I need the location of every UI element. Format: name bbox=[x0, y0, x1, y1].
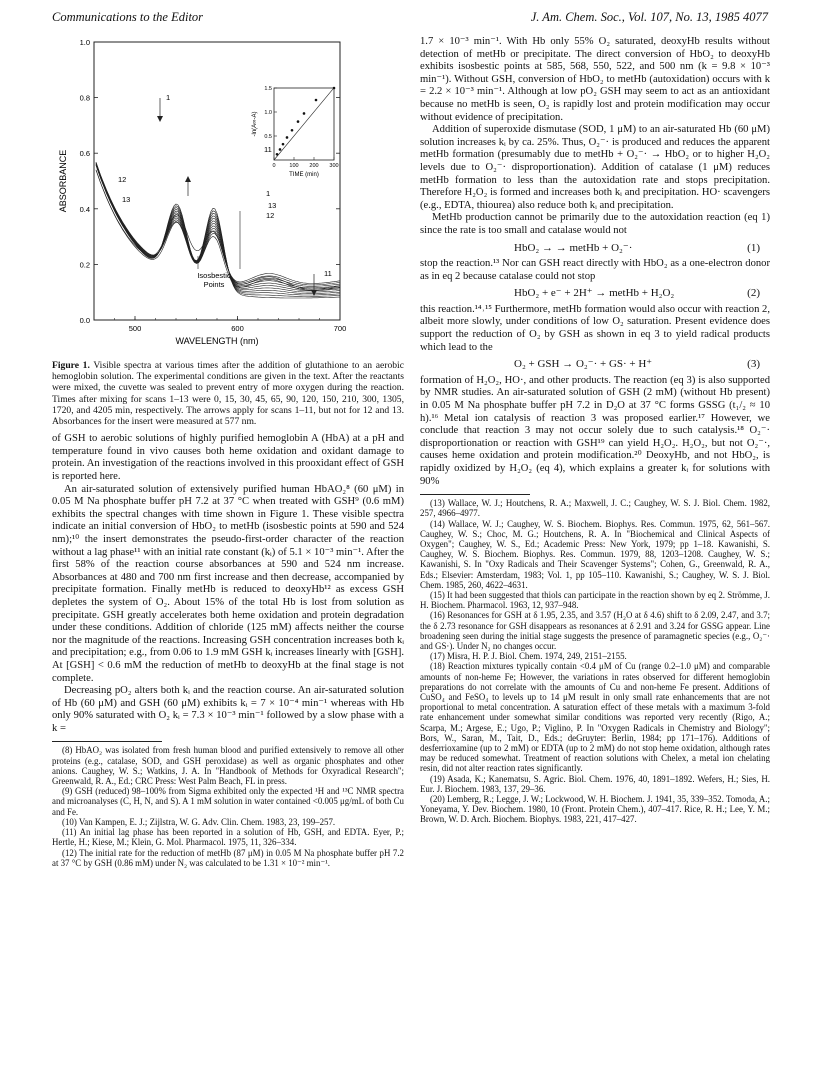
inset-point bbox=[279, 148, 282, 151]
curve-label-13b: 13 bbox=[268, 201, 277, 210]
x-axis-label: WAVELENGTH (nm) bbox=[175, 336, 259, 346]
footnotes-right bbox=[420, 498, 770, 825]
equation-text: O₂ + GSH → O₂⁻· + GS· + H⁺ bbox=[514, 358, 653, 371]
inset-y-tick-label: 1.0 bbox=[264, 110, 272, 116]
caption-text: Visible spectra at various times after the addition of glutathione to an aerobic hemoglobin solution. The experimental conditions are given in the text. After the reactants were mixed, the cuvette was sealed to prevent entry of more oxygen during the reaction. Times after mixing for scans 1–13 were 0, 15, 30, 45, 65, 90, 120, 150, 210, 300, 1305, 1720, and 4205 min, respectively. The arrows apply for scans 1–11, but not for 12 and 13. Absorbances for the insert were measured at 577 nm. bbox=[52, 360, 404, 428]
body-paragraph: An air-saturated solution of extensively purified human HbAO₂⁸ (60 μM) in 0.05 M Na phosphate buffer pH 7.2 at 37 °C when treated with GSH⁹ (0.6 mM) exhibits the spectral changes with time shown in Figure 1. These visible spectra indicate an initial conversion of HbO₂ to metHb (isosbestic points at 590 and 524 nm);¹⁰ the insert demonstrates the pseudo-first-order character of the reaction without a lag phase¹¹ with an initial rate constant (kᵢ) of 5.1 × 10⁻³ min⁻¹. After the first 58% of the reaction course absorbances at 590 and 524 nm increase. Absorbances at 480 and 700 nm first increase and then decrease, accompanied by precipitate formation. Finally metHb is reduced to deoxyHb¹² as excess GSH depletes the system of O₂. About 15% of the total Hb is lost from solution as precipitate. GSH greatly accelerates both heme oxidation and protein degradation under these conditions. Addition of chloride (125 mM) affects neither the course nor the magnitude of the reactions. Increasing GSH concentration increases both kᵢ and precipitation; e.g., from 0.06 to 1.9 mM GSH kᵢ increases linearly with [GSH]. At [GSH] < 0.6 mM the reduction of metHb to deoxyHb at the final stage is not complete. bbox=[52, 483, 404, 684]
footnote: (14) Wallace, W. J.; Caughey, W. S. Biochem. Biophys. Res. Commun. 1975, 62, 561–567. Caughey, W. S.; Choc, M. G.; Houtchens, R. A. In "Biochemical and Clinical Aspects of Oxygen"; Caughey, W. S., Ed.; Academic Press: New York, 1979; pp 1–18. Kawanishi, S. Caughey, W. S. Biochem. Biophys. Res. Commun. 1979, 88, 1203–1208. Caughey, W. S.; Kawanishi, S. In "Oxy Radicals and Their Scavenger Systems"; Cohen, G., Greenwald, R. A., Eds.; Elsevier: Amsterdam, 1983; Vol. 1, pp 105–110. Kawanishi, S.; Caughey, W. S. J. Biol. Chem. 1985, 260, 4622–4631. bbox=[420, 518, 770, 590]
footnote: (8) HbAO₂ was isolated from fresh human blood and purified extensively to remove all other proteins (e.g., catalase, SOD, and GSH peroxidase) as well as organic phosphates and other anions. Caughey, W. S.; Watkins, J. A. In "Handbook of Methods for Oxyradical Research"; Greenwald, R. A., Ed.; CRC Press: West Palm Beach, FL in press. bbox=[52, 745, 404, 787]
curve-label-13a: 13 bbox=[122, 195, 131, 204]
y-tick-label: 0.4 bbox=[79, 204, 90, 214]
body-paragraph: 1.7 × 10⁻³ min⁻¹. With Hb only 55% O₂ saturated, deoxyHb results without detection of metHb or precipitate. The direct conversion of HbO₂ to deoxyHb exhibits isosbestic points at 585, 568, 550, 522, and 500 nm (k = 9.8 × 10⁻³ min⁻¹). Without GSH, conversion of HbO₂ to metHb (autoxidation) occurs with k = 2.2 × 10⁻³ min⁻¹. Although at low pO₂ GSH may seem to act as an antioxidant because no metHb is seen, O₂ is rapidly lost and protein modification may occur without evidence of precipitation. bbox=[420, 36, 770, 123]
inset-x-tick-label: 100 bbox=[289, 163, 299, 169]
inset-x-tick-label: 300 bbox=[329, 163, 339, 169]
curve-label-11a: 11 bbox=[264, 145, 272, 154]
inset-point bbox=[276, 153, 279, 156]
x-axis-ticks bbox=[115, 316, 347, 333]
footnote: (17) Misra, H. P. J. Biol. Chem. 1974, 249, 2151–2155. bbox=[430, 651, 627, 662]
footnote-divider bbox=[52, 741, 162, 742]
y-tick-label: 0.8 bbox=[79, 93, 90, 103]
inset-point bbox=[333, 87, 336, 90]
inset-point bbox=[297, 120, 300, 123]
inset-x-tick-label: 0 bbox=[272, 163, 276, 169]
caption-label: Figure 1. bbox=[52, 360, 90, 371]
body-paragraph: this reaction.¹⁴˒¹⁵ Furthermore, metHb formation would also occur with reaction 2, albeit more slowly, under conditions of low O₂ saturation. Present evidence does support the reduction of O₂ by GSH as shown in eq 3 to yield radical products which lead to the bbox=[420, 303, 770, 353]
inset-y-tick-label: 1.5 bbox=[264, 86, 272, 92]
body-paragraph: Addition of superoxide dismutase (SOD, 1 μM) to an air-saturated Hb (60 μM) solution increases kᵢ by ca. 25%. Thus, O₂⁻· is produced and reduces the apparent metHb formation (presumably due to metHb + O₂⁻· → HbO₂ or to higher H₂O₂ levels due to O₂⁻· disproportionation). Addition of catalase (1 μM) reduces metHb formation to less than the autoxidation rate and stops precipitation. Therefore H₂O₂ is formed and increases both kᵢ and precipitation. HO· scavengers (e.g., EDTA, thiourea) also reduce both kᵢ and precipitation. bbox=[420, 124, 770, 211]
isosbestic-label-2: Points bbox=[203, 280, 225, 289]
footnote-divider bbox=[420, 494, 530, 495]
y-tick-label: 1.0 bbox=[79, 38, 90, 47]
footnote: (10) Van Kampen, E. J.; Zijlstra, W. G. Adv. Clin. Chem. 1983, 23, 199–257. bbox=[62, 816, 336, 827]
equation-3 bbox=[420, 358, 770, 371]
equation-text: HbO₂ → → metHb + O₂⁻· bbox=[514, 241, 633, 254]
inset-y-label: -ln(A∞-A) bbox=[252, 111, 258, 137]
y-tick-label: 0.6 bbox=[79, 149, 90, 159]
body-paragraph: MetHb production cannot be primarily due to the autoxidation reaction (eq 1) since the rate is too small and catalase would not bbox=[420, 212, 770, 236]
curve-label-1b: 1 bbox=[266, 189, 271, 198]
footnote: (13) Wallace, W. J.; Houtchens, R. A.; Maxwell, J. C.; Caughey, W. S. J. Biol. Chem. 1982, 257, 4966–4977. bbox=[420, 498, 770, 519]
equation-2 bbox=[420, 287, 770, 300]
inset-point bbox=[315, 99, 318, 102]
figure-1 bbox=[52, 36, 404, 358]
curve-label-12a: 12 bbox=[118, 175, 127, 184]
body-paragraph: formation of H₂O₂, HO·, and other products. The reaction (eq 3) is also supported by NMR studies. An air-saturated solution of GSH (2 mM) (without Hb present) in 0.05 M Na phosphate buffer pH 7.2 in D₂O at 37 °C forms GSSG (t₁/₂ ≈ 10 h).¹⁶ Metal ion catalysis of reaction 3 was proposed earlier.¹⁷ However, we conclude that reaction 3 may not occur solely due to such catalysis.¹⁸ O₂⁻· disproportionation or reaction with GSH¹⁹ can yield H₂O₂. H₂O₂, but not O₂⁻·, causes heme oxidation and protein modification.²⁰ DeoxyHb, and not HbO₂, is rapidly oxidized by H₂O₂ (eq 4), which explains a greater kᵢ for solutions with 90% bbox=[420, 374, 770, 487]
inset-point bbox=[282, 143, 285, 146]
footnote: (20) Lemberg, R.; Legge, J. W.; Lockwood, W. H. Biochem. J. 1941, 35, 339–352. Tomoda, A.; Yoneyama, Y. Dev. Biochem. 1980, 10 (Front. Protein Chem.), 407–417. Rice, R. H.; Lee, Y. M.; Brown, W. D. Arch. Biochem. Biophys. 1983, 221, 417–427. bbox=[420, 794, 770, 825]
running-header-right: J. Am. Chem. Soc., Vol. 107, No. 13, 1985 4077 bbox=[530, 10, 768, 24]
x-tick-label: 700 bbox=[333, 324, 347, 333]
equation-1 bbox=[420, 242, 770, 255]
equation-number: (3) bbox=[747, 358, 760, 371]
left-column bbox=[52, 36, 404, 868]
equation-number: (2) bbox=[747, 287, 760, 300]
footnotes-left bbox=[52, 745, 404, 867]
inset-point bbox=[286, 136, 289, 139]
right-column bbox=[420, 36, 770, 825]
kinetics-inset bbox=[252, 86, 339, 178]
running-header-left: Communications to the Editor bbox=[52, 10, 204, 24]
footnote: (12) The initial rate for the reduction of metHb (87 μM) in 0.05 M Na phosphate buffer pH 7.2 at 37 °C by GSH (0.86 mM) under N₂ was calculated to be 1.31 × 10⁻² min⁻¹. bbox=[52, 847, 404, 868]
curve-label-11b: 11 bbox=[324, 269, 332, 278]
x-tick-label: 600 bbox=[231, 324, 244, 333]
curve-label-12b: 12 bbox=[266, 211, 275, 220]
y-tick-label: 0.0 bbox=[79, 316, 90, 325]
curve-label-1a: 1 bbox=[166, 93, 171, 102]
y-axis-label: ABSORBANCE bbox=[58, 149, 68, 213]
inset-point bbox=[303, 112, 306, 115]
body-paragraph: Decreasing pO₂ alters both kᵢ and the reaction course. An air-saturated solution of Hb (60 μM) and GSH (60 μM) exhibits kᵢ = 7 × 10⁻⁴ min⁻¹ whereas with Hb only 90% saturated with O₂ kᵢ = 7.3 × 10⁻³ min⁻¹ followed by a slow phase with a k = bbox=[52, 685, 404, 734]
body-paragraph: stop the reaction.¹³ Nor can GSH react directly with HbO₂ as a one-electron donor as in eq 2 because catalase could not stop bbox=[420, 258, 770, 282]
body-paragraph: of GSH to aerobic solutions of highly purified hemoglobin A (HbA) at a pH and temperature found in vivo causes both heme oxidation and oxidant damage to protein. An investigation of the reactions involved in this prooxidant effect of GSH is reported here. bbox=[52, 433, 404, 482]
inset-x-tick-label: 200 bbox=[309, 163, 319, 169]
inset-point bbox=[291, 129, 294, 132]
spectra-chart bbox=[52, 36, 404, 358]
x-tick-label: 500 bbox=[128, 324, 142, 333]
figure-caption bbox=[52, 360, 404, 427]
footnote: (15) It had been suggested that thiols can participate in the reaction shown by eq 2. Strömme, J. H. Biochem. Pharmacol. 1963, 12, 937–948. bbox=[420, 590, 770, 611]
y-tick-label: 0.2 bbox=[79, 260, 90, 270]
footnote: (11) An initial lag phase has been reported in a solution of Hb, GSH, and EDTA. Eyer, P.; Hertle, H.; Kiese, M.; Klein, G. Mol. Pharmacol. 1975, 11, 326–334. bbox=[52, 827, 404, 848]
inset-y-tick-label: 0.5 bbox=[264, 134, 272, 140]
equation-number: (1) bbox=[747, 241, 760, 254]
footnote: (18) Reaction mixtures typically contain <0.4 μM of Cu (range 0.2–1.0 μM) and comparable amounts of non-heme Fe; However, the variations in rates observed for different hemoglobin preparations do not correlate with the amounts of Cu and non-heme Fe present. Additions of CuSO₄ and FeSO₄ to levels up to 14 μM result in only small rate enhancements that are not proportional to metal concentration. A saturation effect of these metals with a maximum 3-fold rate enhancement under somewhat similar conditions was reported very recently (Rigo, A.; Scarpa, M.; Argese, E.; Ugo, P.; Viglino, P. In "Oxygen Radicals in Chemistry and Biology"; Bors, W., Saran, M., Tait, D., Eds.; deGruyter: Berlin, 1984; pp 171–176). Additions of desferrioxamine (up to 2 mM) or EDTA (up to 2 mM) do not stop heme oxidation, although rates may be reduced somewhat. Treatment of reaction solutions with Chelex, a metal ion chelating resin, did not alter reaction rates significantly. bbox=[420, 661, 770, 774]
footnote: (16) Resonances for GSH at δ 1.95, 2.35, and 3.57 (H₂O at δ 4.6) shift to δ 2.09, 2.47, and 3.7; the δ 2.73 resonance for GSH disappears as resonances at δ 2.91 and 3.24 for GSSG appear. Line broadening seen during the initial stage suggests the presence of paramagnetic species (e.g., O₂⁻· and GS·). Under N₂ no changes occur. bbox=[420, 610, 770, 652]
footnote: (19) Asada, K.; Kanematsu, S. Agric. Biol. Chem. 1976, 40, 1891–1892. Wefers, H.; Sies, H. Eur. J. Biochem. 1983, 137, 29–36. bbox=[420, 773, 770, 794]
isosbestic-label-1: Isosbestic bbox=[197, 271, 231, 280]
equation-text: HbO₂ + e⁻ + 2H⁺ → metHb + H₂O₂ bbox=[514, 287, 675, 300]
inset-x-label: TIME (min) bbox=[289, 172, 319, 178]
footnote: (9) GSH (reduced) 98–100% from Sigma exhibited only the expected ¹H and ¹³C NMR spectra and microanalyses (C, H, N, and S). A 1 mM solution in water contained <0.005 μg/mL of both Cu and Fe. bbox=[52, 786, 404, 817]
